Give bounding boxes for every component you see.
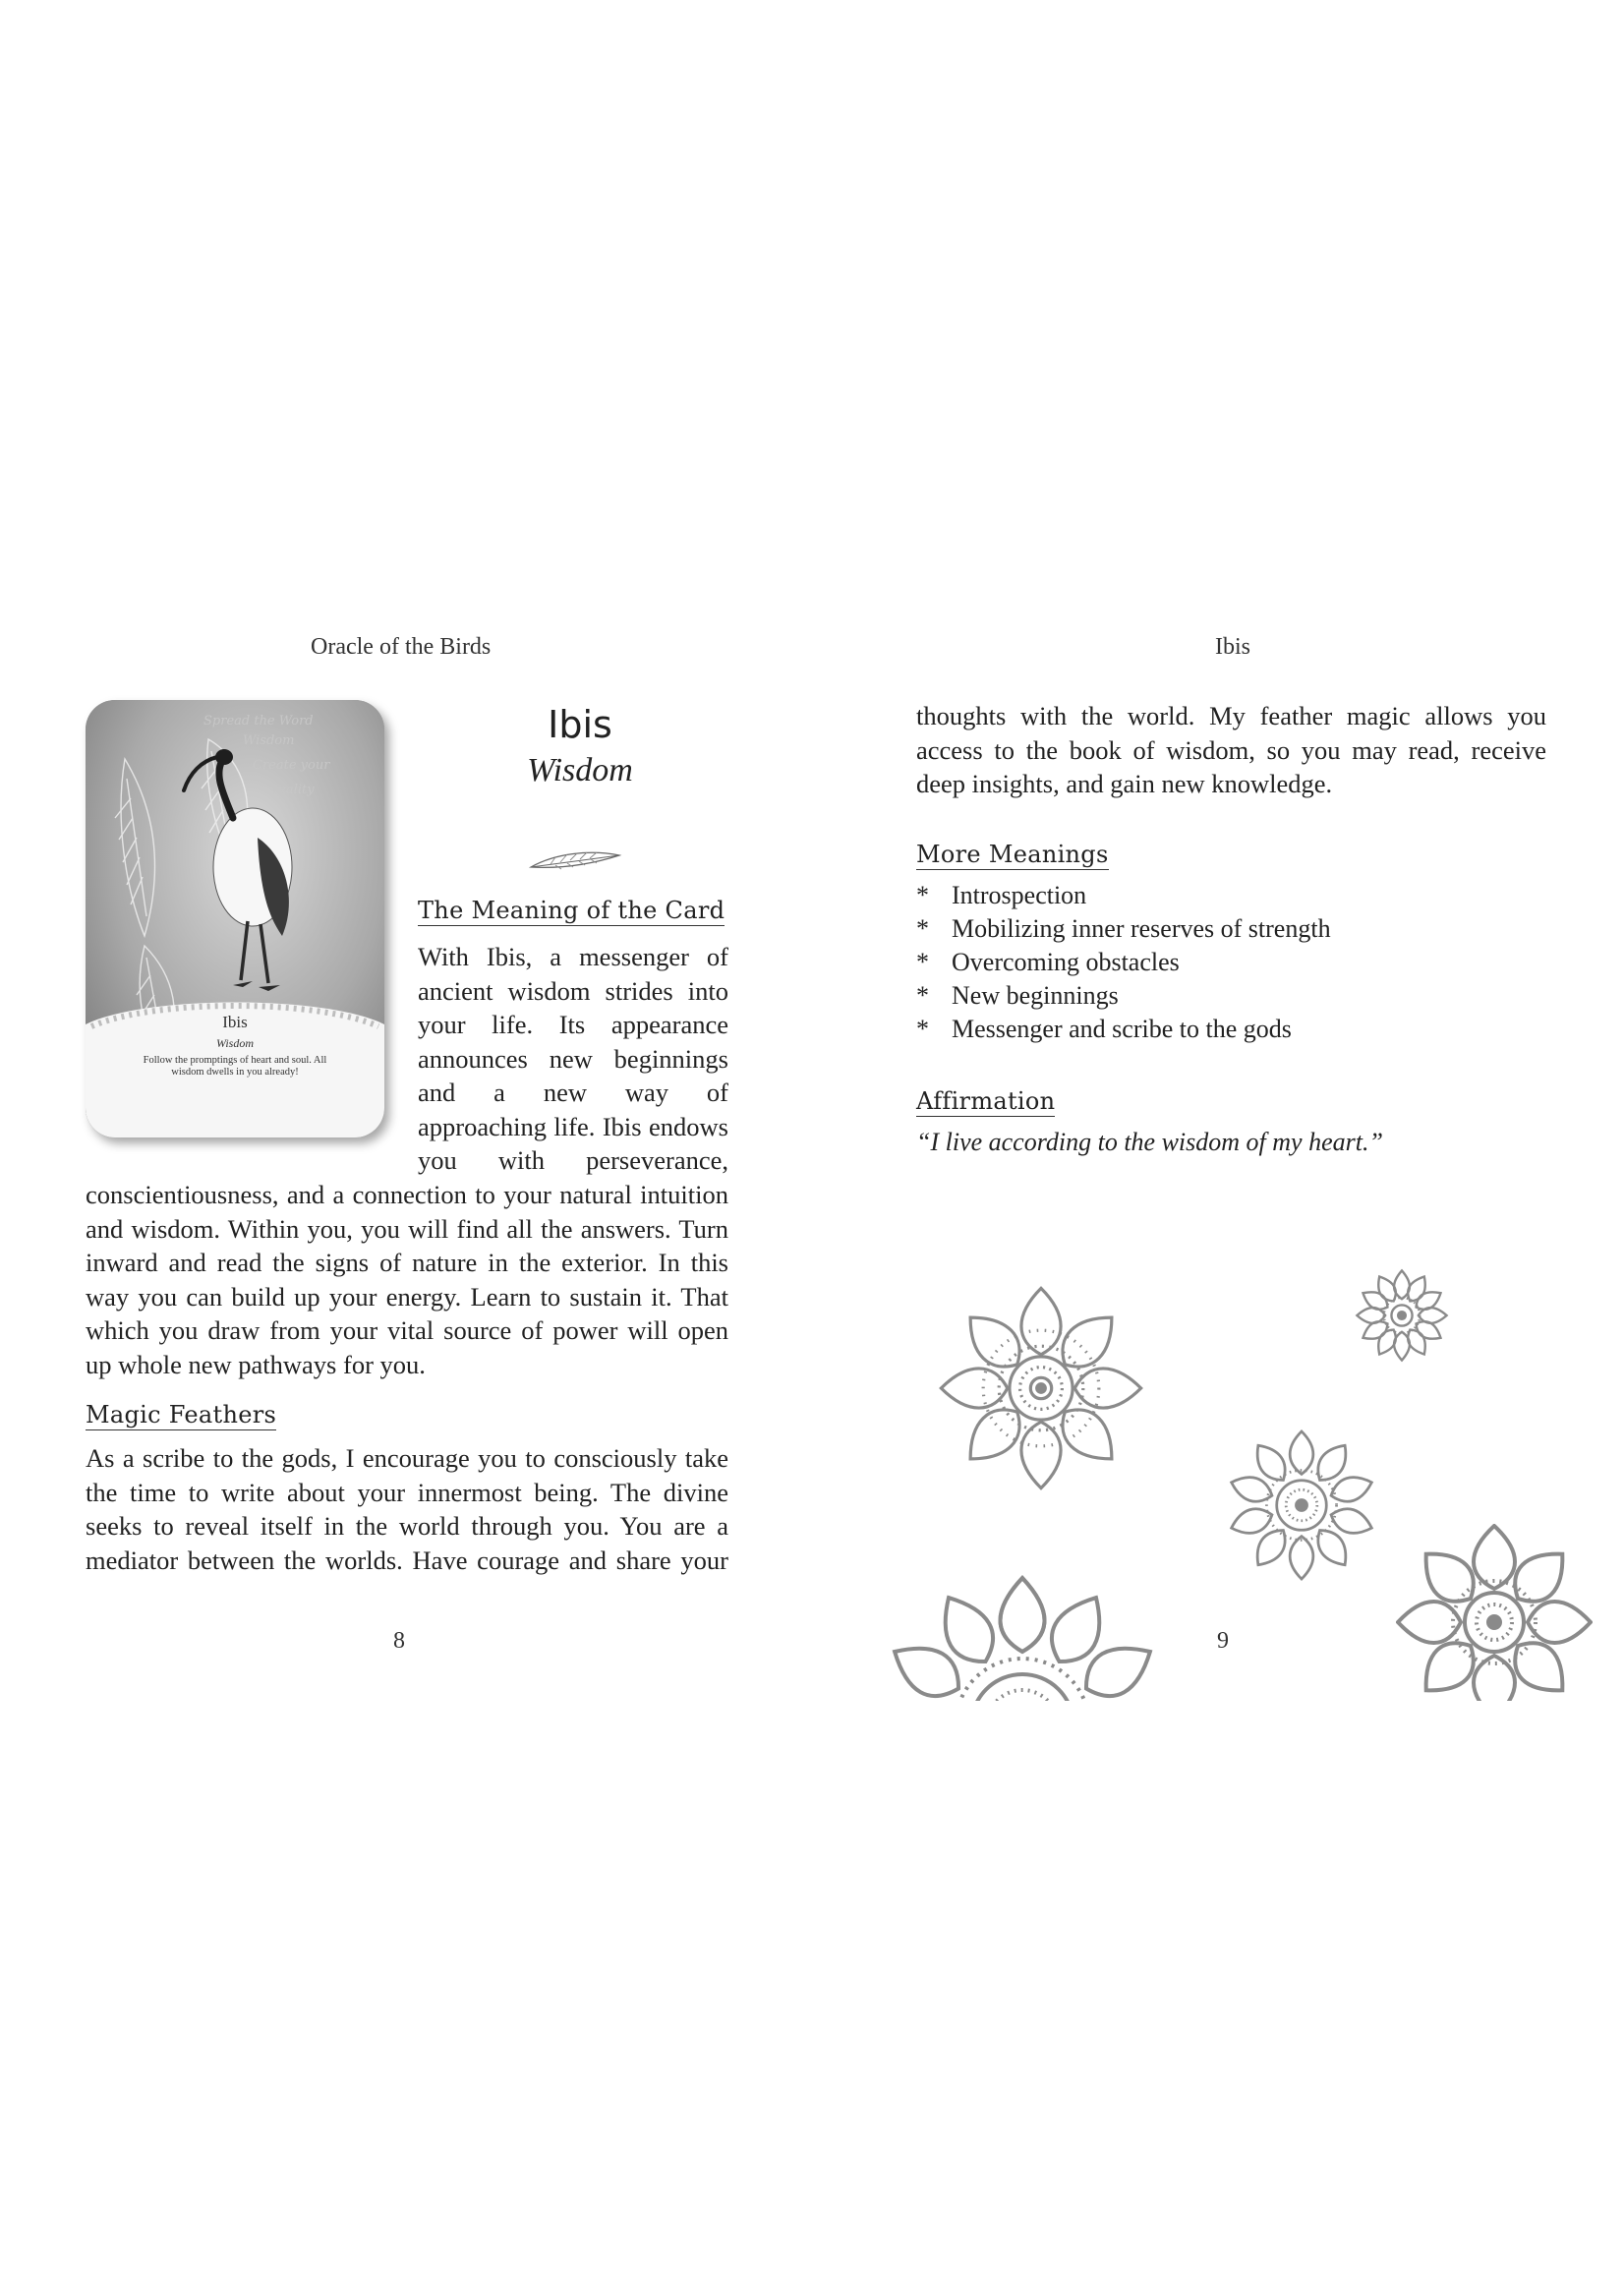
meaning-wrap-line: With Ibis, a messenger of xyxy=(418,942,728,971)
list-item: * Messenger and scribe to the gods xyxy=(916,1013,1331,1046)
meaning-wrap-line: your life. Its appearance xyxy=(418,1010,728,1039)
mandala-icon xyxy=(1396,1524,1593,1701)
list-item: * New beginnings xyxy=(916,979,1331,1013)
running-head-right: Ibis xyxy=(1215,634,1250,660)
meaning-wrap-line: announces new beginnings xyxy=(418,1043,728,1074)
svg-text:reality: reality xyxy=(272,783,315,797)
magic-feathers-text: As a scribe to the gods, I encourage you to consciously take the time to write about your innermost being. The divine seeks to reveal itself in the world through you. You are a mediator between the worlds. Have courage and share your xyxy=(86,1443,728,1575)
mandala-icon xyxy=(1224,1428,1379,1583)
meaning-wrap-line: you with perseverance, xyxy=(418,1145,728,1175)
card-caption-text: Follow the promptings of heart and soul. All wisdom dwells in you already! xyxy=(143,1055,327,1078)
card-caption-subtitle: Wisdom xyxy=(215,1036,254,1050)
meaning-heading: The Meaning of the Card xyxy=(418,897,725,924)
meaning-wrap-line: and a new way of xyxy=(418,1078,728,1107)
affirmation-heading: Affirmation xyxy=(916,1087,1056,1115)
page-number-right: 9 xyxy=(1217,1628,1229,1654)
mandala-icon xyxy=(1355,1268,1449,1363)
meaning-wrap-line: ancient wisdom strides into xyxy=(418,975,728,1006)
meaning-text-continued: conscientiousness, and a connection to your natural intuition and wisdom. Within you, you will find all the answers. Turn inward and read the signs of nature in the exterior. In this way you can build up your energy. Learn to sustain it. That which you draw from your vital source of power will open up whole new pathways for you. xyxy=(86,1180,728,1379)
feather-icon xyxy=(526,845,624,875)
meaning-wrap-block xyxy=(418,940,728,1178)
magic-feathers-heading: Magic Feathers xyxy=(86,1401,277,1429)
more-meanings-list xyxy=(916,879,1331,1046)
mandala-icon xyxy=(936,1283,1146,1493)
card-caption xyxy=(86,1013,384,1079)
svg-text:Spread the Word: Spread the Word xyxy=(203,714,314,729)
svg-text:Wisdom: Wisdom xyxy=(243,733,295,748)
affirmation-quote: “I live according to the wisdom of my heart.” xyxy=(916,1128,1383,1156)
more-meanings-heading: More Meanings xyxy=(916,841,1109,868)
card-subtitle: Wisdom xyxy=(527,752,633,788)
svg-text:Create your: Create your xyxy=(253,758,330,773)
continued-text: thoughts with the world. My feather magic allows you access to the book of wisdom, so you may read, receive deep insights, and gain new knowledge. xyxy=(916,701,1546,798)
card-caption-title: Ibis xyxy=(222,1013,248,1031)
running-head-left: Oracle of the Birds xyxy=(311,634,492,660)
meaning-wrap-line: approaching life. Ibis endows xyxy=(418,1111,728,1141)
mandala-icon xyxy=(870,1573,1175,1701)
list-item: * Overcoming obstacles xyxy=(916,946,1331,979)
page-number-left: 8 xyxy=(393,1628,405,1654)
ibis-oracle-card xyxy=(86,700,384,1137)
list-item: * Introspection xyxy=(916,879,1331,912)
card-title: Ibis xyxy=(548,703,612,746)
list-item: * Mobilizing inner reserves of strength xyxy=(916,912,1331,946)
